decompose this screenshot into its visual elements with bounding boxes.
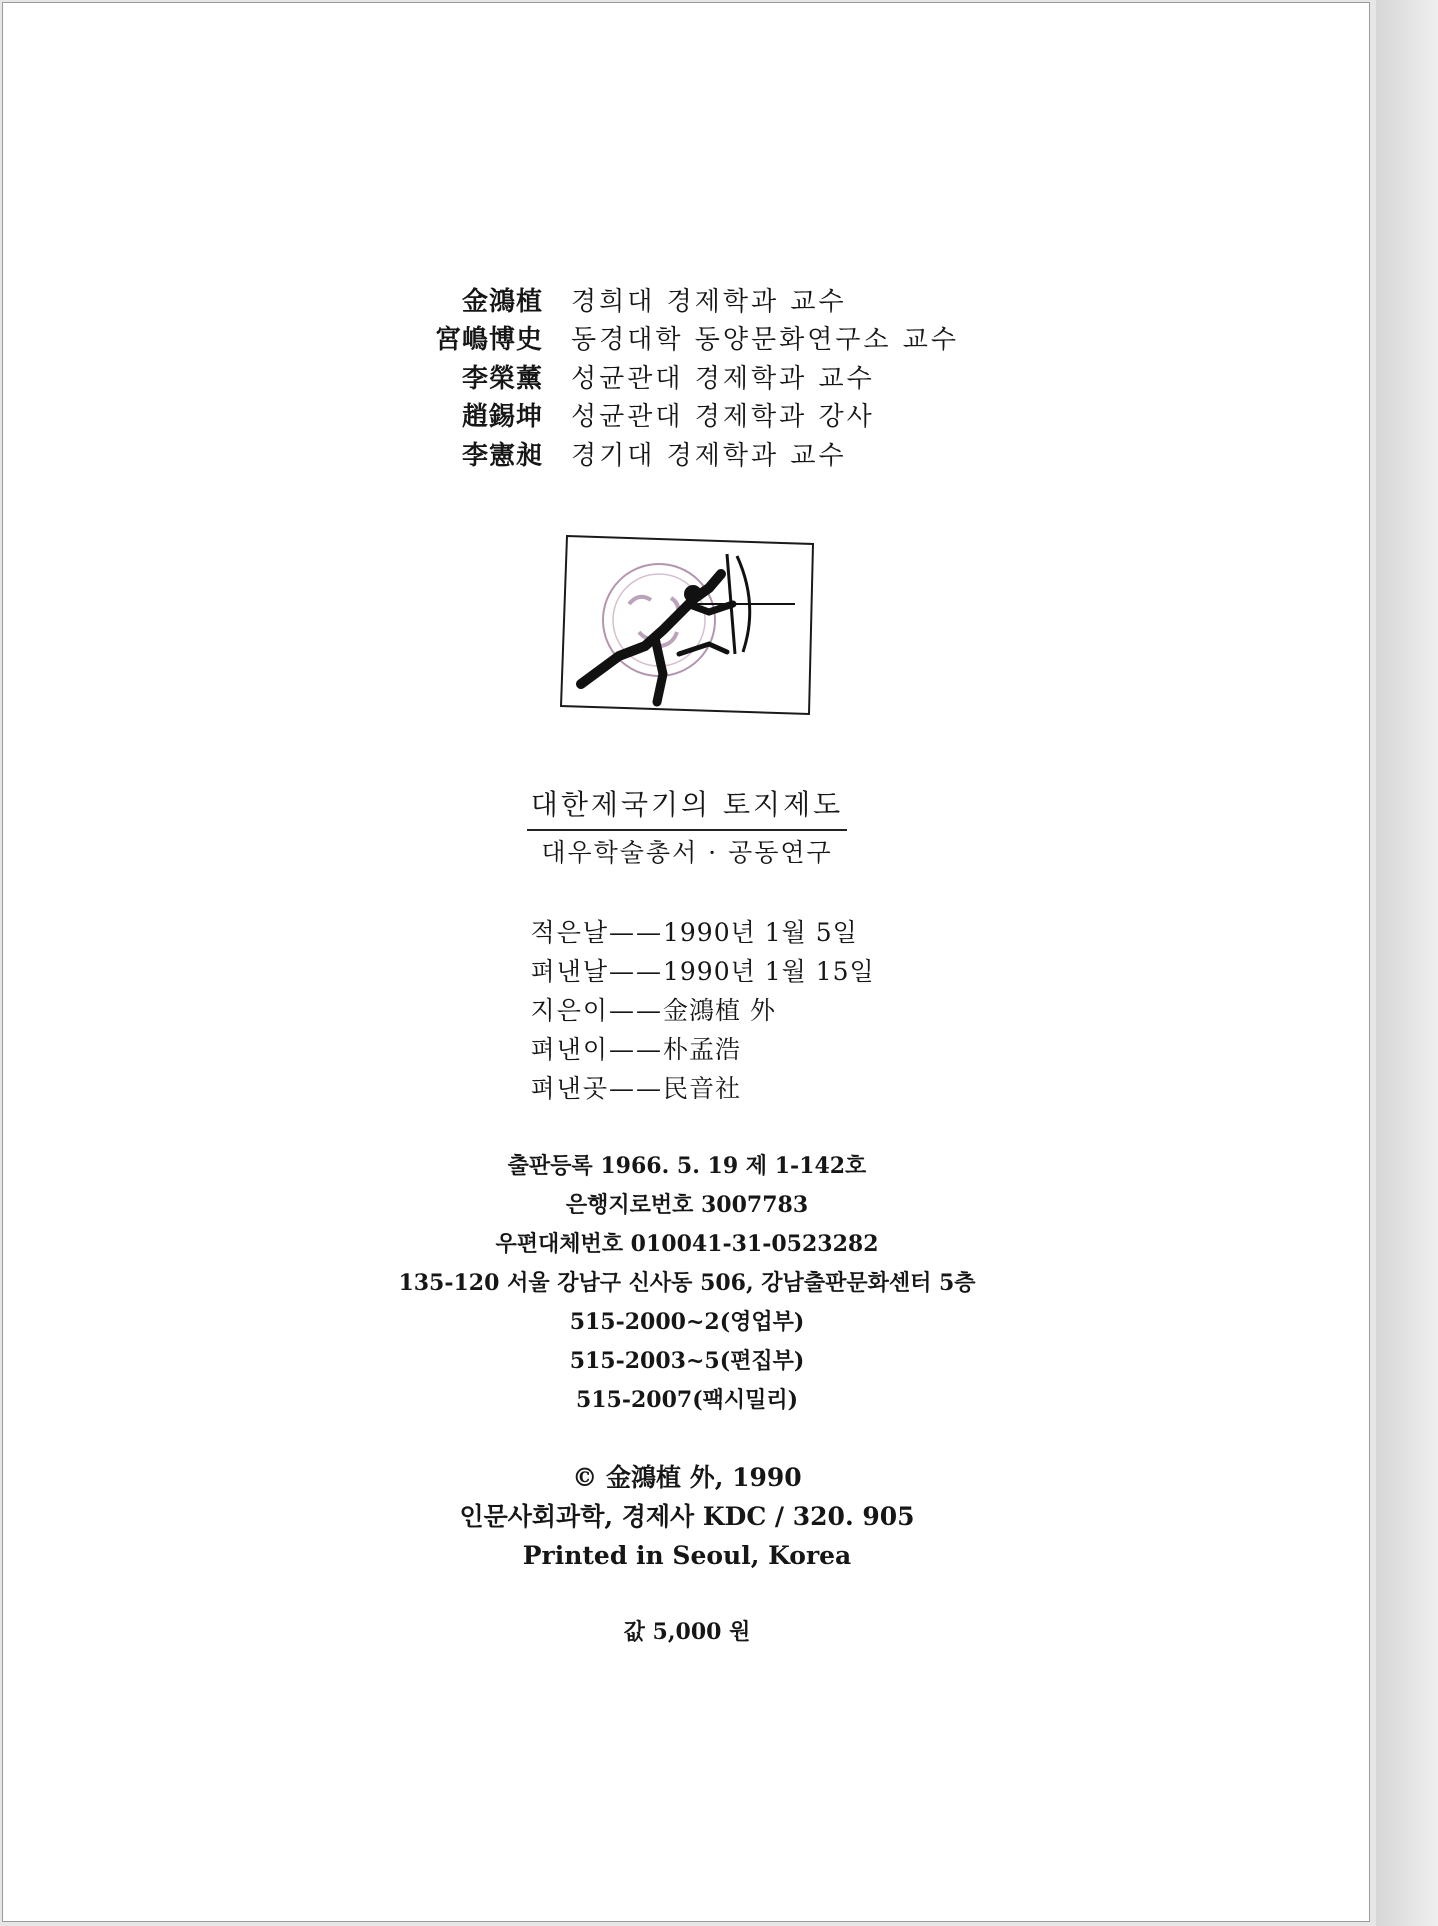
- author-row: [403, 396, 1023, 435]
- copyright-block: [3, 1458, 1371, 1575]
- author-affiliation: 경희대 경제학과 교수: [571, 286, 847, 317]
- book-title-text: 대한제국기의 토지제도: [527, 783, 847, 831]
- author-name: 宮嶋博史: [434, 325, 543, 356]
- copyright-line: Printed in Seoul, Korea: [522, 1541, 852, 1570]
- author-affiliation: 경기대 경제학과 교수: [571, 440, 847, 471]
- publication-value: 1990년 1월 5일: [663, 917, 858, 947]
- publication-row: [473, 1028, 973, 1067]
- publisher-logo-icon: [559, 534, 815, 716]
- publication-value: 金鴻植 外: [663, 995, 776, 1025]
- author-row: [403, 280, 1023, 319]
- publication-label: 펴낸날——: [530, 956, 663, 986]
- registration-line: 515-2007(팩시밀리): [575, 1387, 799, 1413]
- publication-label: 펴낸곳——: [530, 1073, 663, 1103]
- registration-line: 은행지로번호 3007783: [565, 1192, 809, 1218]
- publication-value: 民音社: [663, 1073, 742, 1103]
- copyright-line: 인문사회과학, 경제사 KDC / 320. 905: [459, 1502, 915, 1531]
- registration-line: 135-120 서울 강남구 신사동 506, 강남출판문화센터 5층: [398, 1270, 976, 1296]
- publication-row: [473, 911, 973, 950]
- author-name: 李憲昶: [461, 440, 543, 471]
- registration-line: 515-2000~2(영업부): [569, 1309, 805, 1335]
- price-label: 값 5,000 원: [623, 1619, 751, 1645]
- publication-row: [473, 989, 973, 1028]
- publication-label: 지은이——: [530, 995, 663, 1025]
- registration-line: 출판등록 1966. 5. 19 제 1-142호: [507, 1153, 867, 1179]
- publication-value: 1990년 1월 15일: [663, 956, 875, 986]
- registration-line: 515-2003~5(편집부): [569, 1348, 805, 1374]
- author-affiliation: 동경대학 동양문화연구소 교수: [571, 325, 960, 356]
- publication-label: 펴낸이——: [530, 1034, 663, 1064]
- author-name: 趙錫坤: [461, 402, 543, 433]
- publication-row: [473, 950, 973, 989]
- publication-row: [473, 1067, 973, 1106]
- author-row: [403, 357, 1023, 396]
- document-page: [2, 2, 1370, 1922]
- author-name: 金鴻植: [461, 286, 543, 317]
- book-series: 대우학술총서 · 공동연구: [541, 838, 833, 867]
- registration-line: 우편대체번호 010041-31-0523282: [495, 1231, 879, 1257]
- publication-value: 朴孟浩: [663, 1034, 742, 1064]
- author-name: 李榮薰: [461, 363, 543, 394]
- viewer-margin: [1376, 0, 1438, 1926]
- publication-label: 적은날——: [530, 917, 663, 947]
- author-row: [403, 319, 1023, 358]
- copyright-line: © 金鴻植 外, 1990: [572, 1463, 802, 1492]
- publication-info: [473, 911, 973, 1106]
- book-title: [3, 783, 1371, 831]
- author-affiliation: 성균관대 경제학과 교수: [571, 363, 875, 394]
- author-list: [403, 280, 1023, 473]
- registration-info: [3, 1147, 1371, 1420]
- author-row: [403, 434, 1023, 473]
- author-affiliation: 성균관대 경제학과 강사: [571, 402, 875, 433]
